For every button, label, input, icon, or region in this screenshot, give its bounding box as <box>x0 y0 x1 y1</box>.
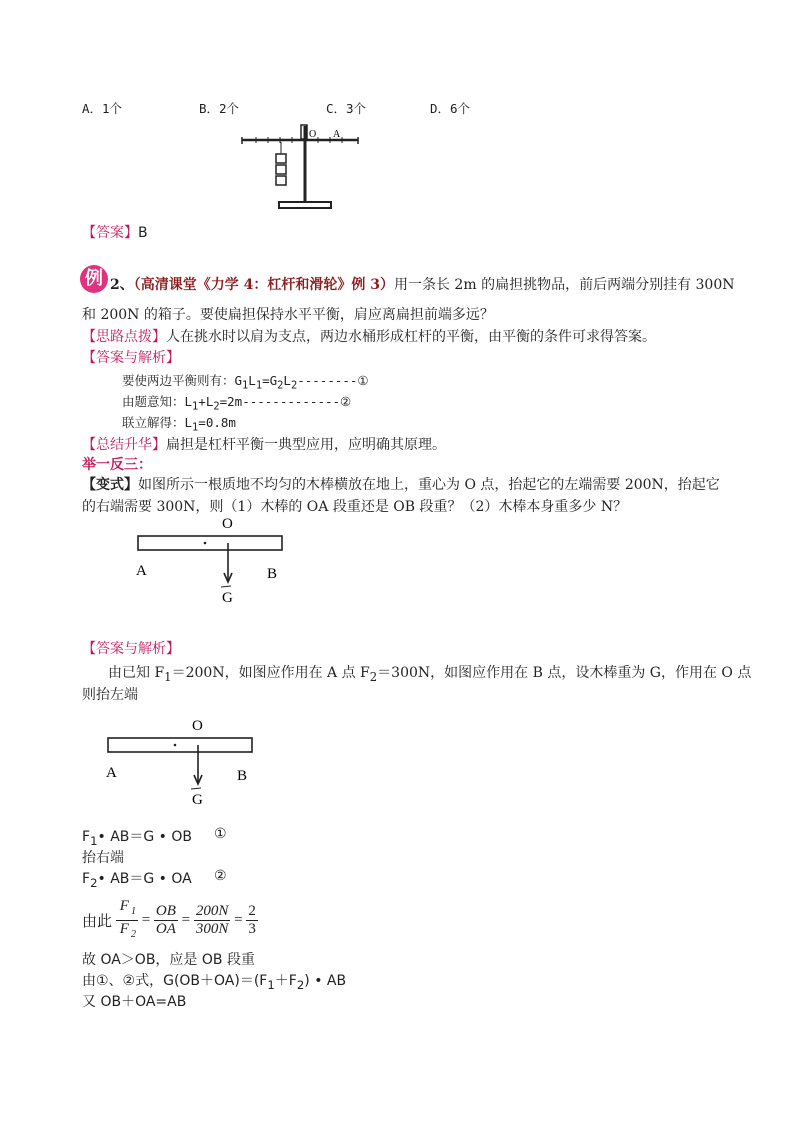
point-label-a: A <box>333 129 341 140</box>
option-d: D．6个 <box>430 101 471 116</box>
analysis-tag-1: 【答案与解析】 <box>82 350 180 366</box>
option-b: B．2个 <box>199 101 240 116</box>
example-source: （高清课堂《力学 4：杠杆和滑轮》例 3） <box>133 277 394 293</box>
rod1-label-b: B <box>267 566 278 582</box>
example-text-2: 和 200N 的箱子。要使扁担保持水平平衡，肩应离扁担前端多远？ <box>82 307 494 323</box>
hint-tag: 【思路点拨】 <box>82 329 166 345</box>
hint-line <box>82 326 656 346</box>
practice-line-1: 【变式】如图所示一根质地不均匀的木棒横放在地上，重心为 O 点，抬起它的左端需要 200N，抬起它 <box>82 477 720 493</box>
conclusion-2: 由①、②式，$G(OB+OA)=(F_1+F_2)$ • AB <box>82 973 347 992</box>
example-text-1: 用一条长 2m 的扁担挑物品，前后两端分别挂有 300N <box>393 277 735 293</box>
answer-value: B <box>138 225 148 241</box>
rod1-label-g: G <box>222 590 233 606</box>
lever-stand-figure <box>238 122 364 214</box>
analysis2-para-2: 则抬左端 <box>82 687 138 703</box>
summary-tag: 【总结升华】 <box>82 437 166 453</box>
analysis-step-1: 要使两边平衡则有：$G_1L_1=G_2L_2--------①$ <box>122 373 369 392</box>
right-end-label: 抬右端 <box>82 850 124 866</box>
frac-ob-oa: $\frac{OB}{OA}$ <box>155 903 176 937</box>
analysis-step-3: 联立解得：$L_1=0.8m$ <box>122 415 236 434</box>
hint-text: 人在挑水时以肩为支点，两边水桶形成杠杆的平衡，由平衡的条件可求得答案。 <box>166 329 656 345</box>
example-badge: 例 <box>80 265 108 293</box>
rod1-label-o: O <box>222 516 233 532</box>
summary-line <box>82 434 446 454</box>
rod2-label-o: O <box>192 718 203 734</box>
rod1-label-a: A <box>136 563 147 579</box>
answer-tag: 【答案】 <box>82 225 138 241</box>
analysis2-para-1: 由已知 $F_1=200N$，如图应作用在 A 点 $F_2=300N$，如图应作用在 B 点，设木棒重为 G，作用在 O 点 <box>108 665 752 684</box>
rod-figure-1 <box>132 512 292 614</box>
frac-200-300: $\frac{200N}{300N}$ <box>195 903 229 937</box>
analysis-tag-2: 【答案与解析】 <box>82 641 180 657</box>
ratio-equation: 由此 $\frac{F _1}{F _2}$ = $\frac{OB}{OA}$ = $\frac{200N}{300N}$ = $\frac{2}{3}$ <box>82 898 258 943</box>
equation-2: $F_2•$ AB＝G • OA <box>82 871 192 890</box>
rod-figure-2 <box>102 712 262 814</box>
conclusion-1: 故 OA＞OB，应是 OB 段重 <box>82 952 255 968</box>
equation-2-mark: ② <box>214 868 227 884</box>
summary-text: 扁担是杠杆平衡一典型应用，应明确其原理。 <box>166 437 446 453</box>
pivot-label-o: O <box>309 129 317 140</box>
practice-line-2: 的右端需要 300N，则（1）木棒的 OA 段重还是 OB 段重？（2）木棒本身重多少 N？ <box>82 499 628 515</box>
rod2-label-g: G <box>192 792 203 808</box>
example-number: 2、 <box>110 277 134 293</box>
conclusion-3: 又 OB＋OA=AB <box>82 994 187 1010</box>
rod2-label-a: A <box>106 765 117 781</box>
option-a: A．1个 <box>82 101 123 116</box>
practice-tag: 【变式】 <box>82 477 138 493</box>
analysis-step-2: 由题意知：$L_1+L_2=2m-------------②$ <box>122 394 352 413</box>
rod2-label-b: B <box>237 768 248 784</box>
equation-1: $F_1•$ AB＝G • OB <box>82 829 193 848</box>
example-line-1 <box>110 274 735 294</box>
practice-heading: 举一反三： <box>82 457 152 473</box>
answer-line <box>82 222 148 242</box>
equation-1-mark: ① <box>214 826 227 842</box>
frac-f1-f2: $\frac{F _1}{F _2}$ <box>116 898 138 943</box>
option-c: C．3个 <box>326 101 367 116</box>
frac-2-3: $\frac{2}{3}$ <box>248 903 256 937</box>
